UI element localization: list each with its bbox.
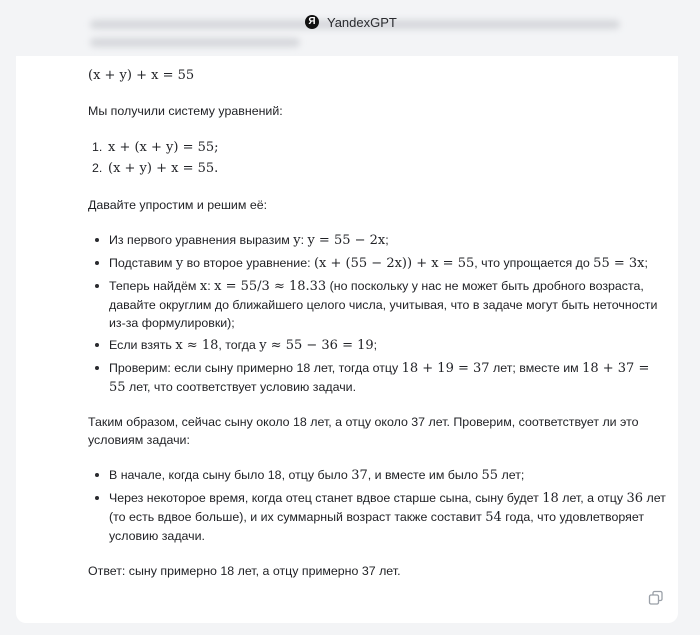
math-expression: x	[199, 279, 208, 294]
text-fragment: лет, а отцу	[558, 491, 627, 505]
math-expression: 36	[626, 491, 644, 506]
text-fragment: В начале, когда сыну было 18, отцу было	[109, 468, 352, 482]
math-expression: 37	[351, 468, 368, 483]
copy-button[interactable]	[647, 589, 665, 607]
text-fragment: , тогда	[218, 338, 260, 352]
list-item	[88, 254, 668, 273]
simplify-intro: Давайте упростим и решим её:	[88, 198, 268, 212]
text-fragment: , что упрощается до	[474, 256, 594, 270]
list-item	[88, 277, 668, 332]
system-expr: (x + y) + x = 55.	[108, 161, 219, 176]
equation-top: (x + y) + x = 55	[88, 68, 195, 83]
system-expr: x + (x + y) = 55;	[108, 140, 219, 155]
copy-icon	[647, 589, 665, 607]
text-fragment: :	[300, 233, 308, 247]
item-number: 2.	[92, 161, 103, 175]
text-fragment: лет; вместе им	[489, 361, 583, 375]
math-expression: x ≈ 18	[175, 338, 219, 353]
list-item	[88, 359, 668, 397]
text-fragment: Из первого уравнения выразим	[109, 233, 294, 247]
list-item	[88, 489, 668, 545]
math-expression: 55 = 3x	[593, 256, 645, 271]
brand-header	[305, 13, 397, 31]
math-expression: 18	[542, 491, 559, 506]
math-expression: y	[175, 256, 184, 271]
math-expression: x = 55/3 ≈ 18.33	[214, 279, 327, 294]
message-content	[88, 67, 668, 580]
text-fragment: Если взять	[109, 338, 176, 352]
text-fragment: лет;	[498, 468, 525, 482]
blurred-text-line	[90, 38, 300, 47]
text-fragment: :	[207, 279, 215, 293]
math-expression: 18 + 37 = 55	[109, 361, 650, 395]
assistant-message-card	[16, 56, 678, 623]
math-expression: y ≈ 55 − 36 = 19	[259, 338, 374, 353]
text-fragment: ;	[373, 338, 378, 352]
text-fragment: Подставим	[109, 256, 176, 270]
math-expression: y = 55 − 2x	[307, 233, 386, 248]
system-item	[88, 158, 668, 179]
text-fragment: ;	[644, 256, 648, 270]
text-fragment: (но поскольку у нас не может быть дробного возраста, давайте округлим до ближайшего целого числа, учитывая, что в задаче могут быть неточности из-за формулировки);	[109, 279, 658, 330]
text-fragment: во второе уравнение:	[183, 256, 314, 270]
conclusion: Таким образом, сейчас сыну около 18 лет, а отцу около 37 лет. Проверим, соответствует ли это условиям задачи:	[88, 415, 639, 447]
text-fragment: лет (то есть вдвое больше), и их суммарный возраст также составит	[109, 491, 666, 524]
text-fragment: , и вместе им было	[367, 468, 482, 482]
list-item	[88, 336, 668, 355]
answer: Ответ: сыну примерно 18 лет, а отцу примерно 37 лет.	[88, 564, 401, 578]
math-expression: (x + (55 − 2x)) + x = 55	[313, 256, 475, 271]
math-expression: 55	[481, 468, 499, 483]
text-fragment: лет, что соответствует условию задачи.	[125, 380, 357, 394]
math-expression: 54	[485, 510, 502, 525]
text-fragment: Проверим: если сыну примерно 18 лет, тогда отцу	[109, 361, 402, 375]
equation-system-list	[88, 137, 668, 179]
list-item	[88, 231, 668, 250]
item-number: 1.	[92, 140, 103, 154]
yandex-logo-icon: Я	[305, 15, 319, 29]
list-item	[88, 466, 668, 485]
system-item	[88, 137, 668, 158]
math-expression: 18 + 19 = 37	[401, 361, 490, 376]
text-fragment: Через некоторое время, когда отец станет вдвое старше сына, сыну будет	[109, 491, 543, 505]
brand-name: YandexGPT	[327, 14, 397, 30]
text-fragment: ;	[385, 233, 389, 247]
steps-list	[88, 231, 668, 397]
math-expression: y	[293, 233, 301, 248]
text-fragment: года, что удовлетворяет условию задачи.	[109, 510, 644, 543]
checks-list	[88, 466, 668, 545]
text-fragment: Теперь найдём	[109, 279, 200, 293]
system-intro: Мы получили систему уравнений:	[88, 104, 283, 118]
